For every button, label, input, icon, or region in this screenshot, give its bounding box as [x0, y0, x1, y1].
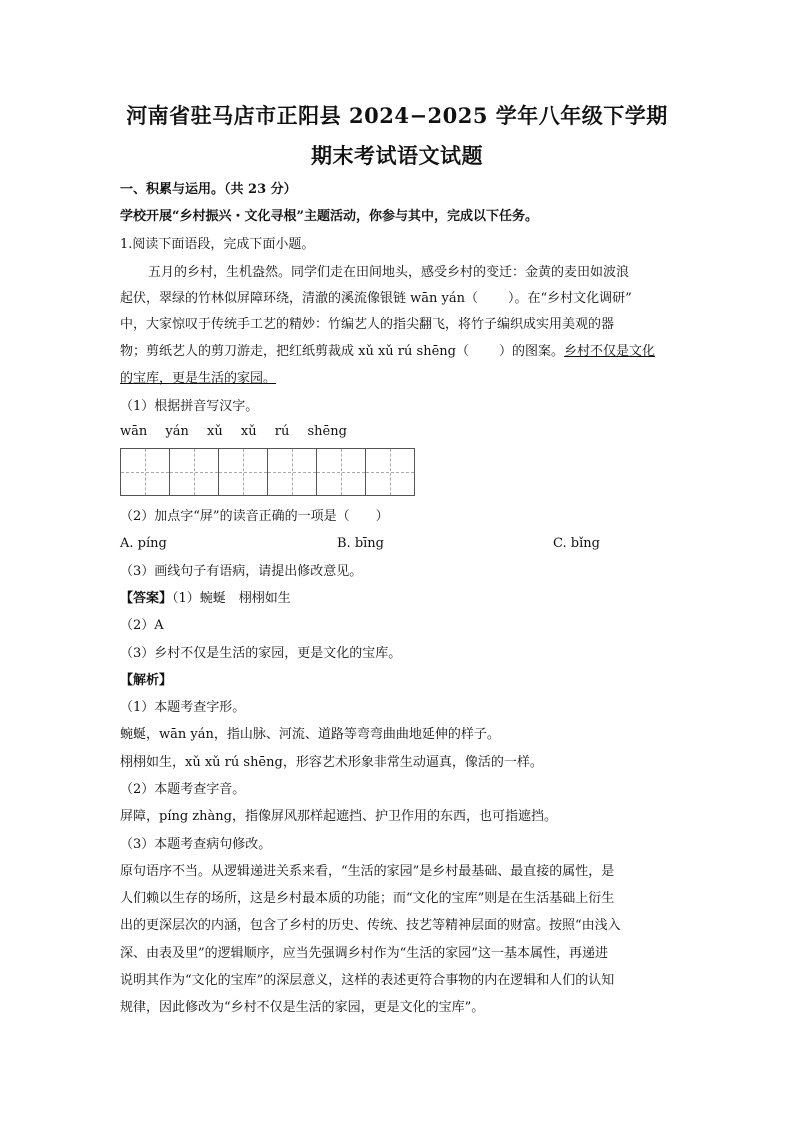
option-b: B. bīng: [337, 536, 384, 551]
sub-question-2: （2）加点字“屏”的读音正确的一项是（ ）: [120, 509, 389, 524]
document-title-line2: 期末考试语文试题: [311, 143, 483, 168]
passage-line: 中，大家惊叹于传统手工艺的精妙：竹编艺人的指尖翻飞，将竹子编织成实用美观的器: [120, 317, 615, 332]
grid-cell: [218, 448, 268, 496]
passage-text: ）。在“乡村文化调研”: [507, 291, 632, 306]
grid-cell: [316, 448, 366, 496]
underlined-sentence: 的宝库，更是生活的家园。: [120, 371, 277, 386]
answer-line: （3）乡村不仅是生活的家园，更是文化的宝库。: [120, 646, 402, 661]
analysis-line: 屏障，píng zhàng，指像屏风那样起遮挡、护卫作用的东西，也可指遮挡。: [120, 809, 557, 824]
analysis-line: （2）本题考查字音。: [120, 782, 246, 797]
pinyin-syllable: xǔ: [240, 424, 257, 439]
grid-cell: [267, 448, 317, 496]
pinyin-syllable: rú: [274, 424, 290, 439]
analysis-line: 栩栩如生，xǔ xǔ rú shēng，形容艺术形象非常生动逼真，像活的一样。: [120, 755, 543, 770]
analysis-line: 规律，因此修改为“乡村不仅是生活的家园，更是文化的宝库”。: [120, 1000, 485, 1015]
grid-cell: [365, 448, 415, 496]
analysis-line: 原句语序不当。从逻辑递进关系来看，“生活的家园”是乡村最基础、最直接的属性，是: [120, 864, 615, 879]
passage-line: 五月的乡村，生机盎然。同学们走在田间地头，感受乡村的变迁：金黄的麦田如波浪: [148, 265, 630, 280]
pinyin-syllable: xǔ: [207, 424, 223, 439]
activity-intro: 学校开展“乡村振兴・文化寻根”主题活动，你参与其中，完成以下任务。: [120, 209, 538, 224]
analysis-label: 【解析】: [120, 673, 173, 688]
answer-line: [120, 590, 680, 608]
document-title-line1: 河南省驻马店市正阳县 2024−2025 学年八年级下学期: [126, 103, 668, 128]
passage-line: [120, 290, 680, 308]
question-prompt: 1.阅读下面语段，完成下面小题。: [120, 237, 315, 252]
pinyin-row: [120, 424, 361, 439]
passage-text: 起伏，翠绿的竹林似屏障环绕，清澈的溪流像银链 wān yán（: [120, 291, 478, 306]
analysis-line: （1）本题考查字形。: [120, 700, 246, 715]
analysis-line: 出的更深层次的内涵，包含了乡村的历史、传统、技艺等精神层面的财富。按照“由浅入: [120, 918, 621, 933]
option-c: C. bǐng: [553, 536, 600, 551]
pinyin-syllable: shēng: [307, 424, 347, 439]
pinyin-syllable: wān: [120, 424, 148, 439]
passage-text: ）的图案。: [498, 344, 564, 359]
grid-cell: [120, 448, 170, 496]
analysis-line: （3）本题考查病句修改。: [120, 837, 272, 852]
sub-question-3: （3）画线句子有语病，请提出修改意见。: [120, 564, 363, 579]
analysis-line: 人们赖以生存的场所，这是乡村最本质的功能；而“文化的宝库”则是在生活基础上衍生: [120, 891, 615, 906]
analysis-line: 说明其作为“文化的宝库”的深层意义，这样的表述更符合事物的内在逻辑和人们的认知: [120, 973, 615, 988]
passage-line: [120, 343, 680, 361]
option-a: A. píng: [120, 536, 167, 551]
analysis-line: 深、由表及里”的逻辑顺序，应当先强调乡村作为“生活的家园”这一基本属性，再递进: [120, 946, 608, 961]
answer-line: （2）A: [120, 618, 164, 633]
writing-grid: [120, 448, 414, 498]
sub-question-1: （1）根据拼音写汉字。: [120, 399, 259, 414]
answer-label: 【答案】: [120, 591, 173, 606]
underlined-sentence: 乡村不仅是文化: [563, 344, 655, 359]
passage-text: 物；剪纸艺人的剪刀游走，把红纸剪裁成 xǔ xǔ rú shēng（: [120, 344, 469, 359]
answer-text: （1）蜿蜒 栩栩如生: [172, 591, 291, 606]
analysis-line: 蜿蜒，wān yán，指山脉、河流、道路等弯弯曲曲地延伸的样子。: [120, 727, 500, 742]
section-heading: 一、积累与运用。（共 23 分）: [120, 182, 297, 197]
pinyin-syllable: yán: [165, 424, 189, 439]
grid-cell: [169, 448, 219, 496]
